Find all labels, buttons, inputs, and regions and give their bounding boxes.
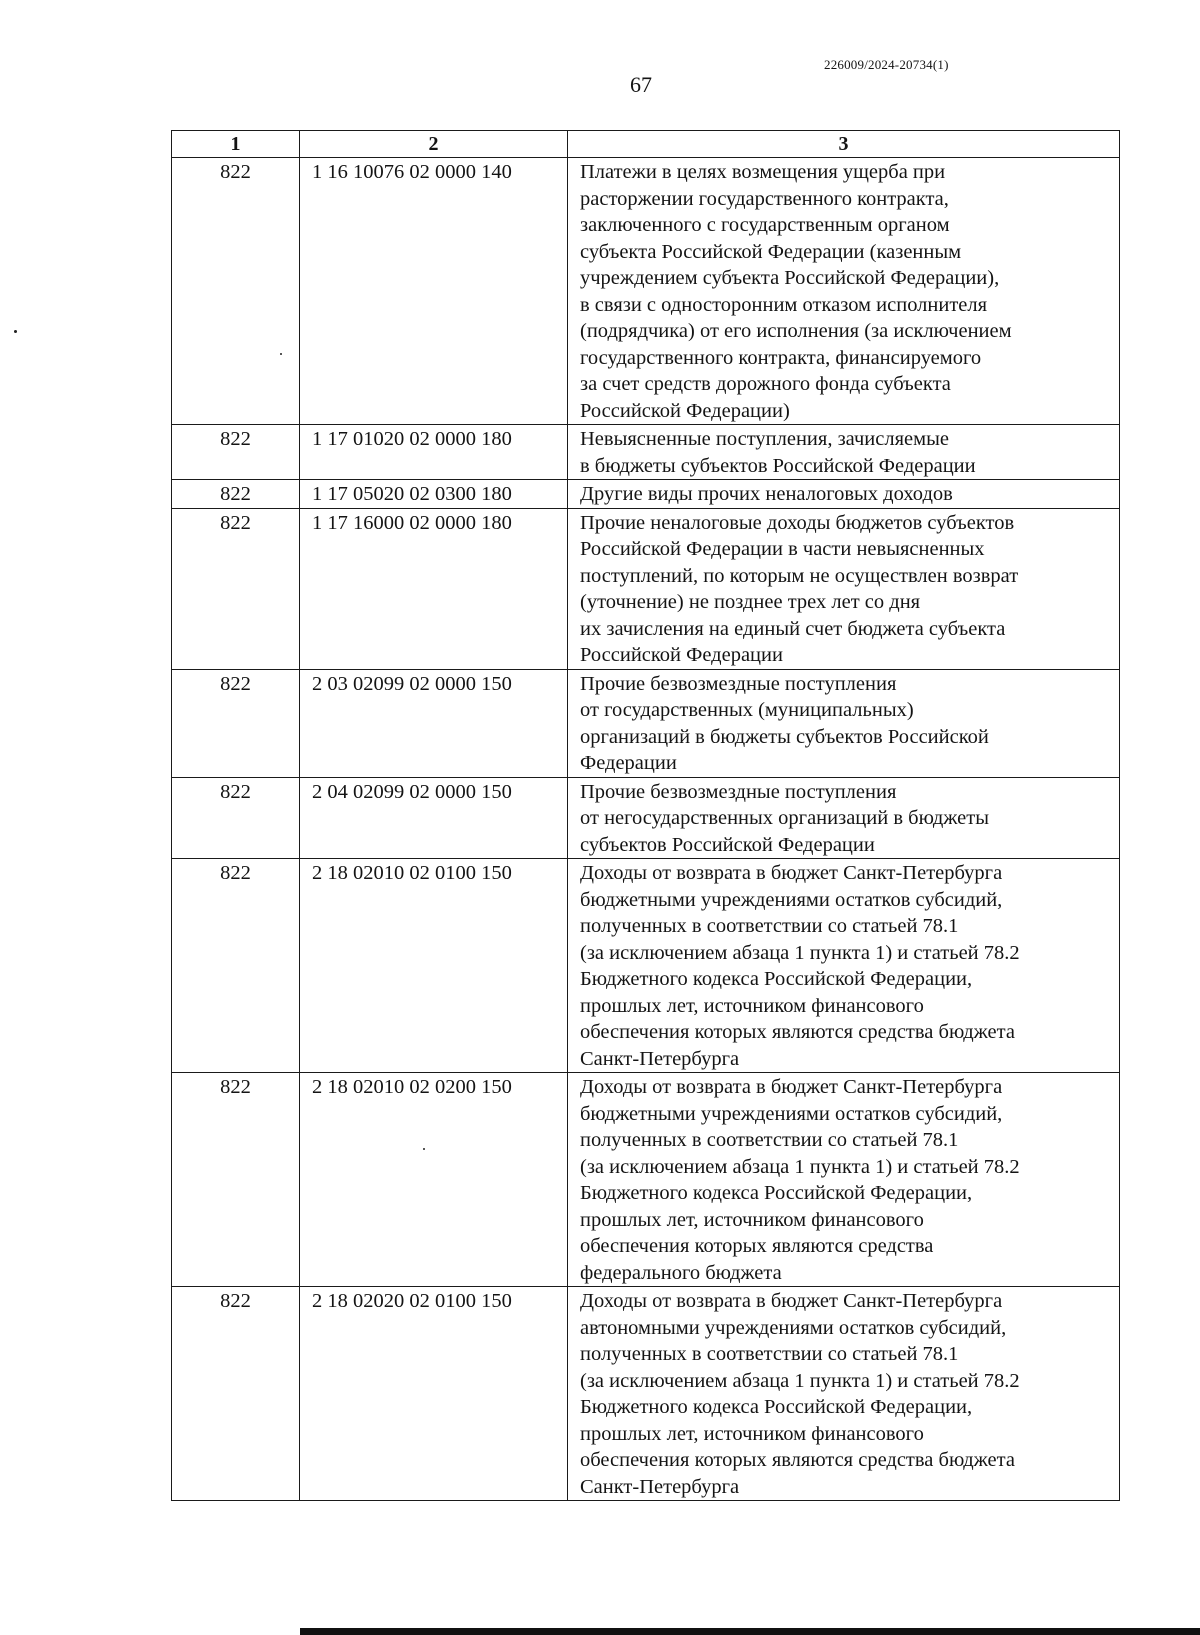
revenue-name-line: Невыясненные поступления, зачисляемые [580,428,949,450]
revenue-name-cell [568,777,1120,859]
revenue-name-cell [568,669,1120,777]
header-col-3: 3 [568,131,1120,158]
revenue-name-line: от государственных (муниципальных) [580,699,914,721]
revenue-name-line: Санкт-Петербурга [580,1475,740,1498]
revenue-name-cell [568,859,1120,1073]
revenue-name-line: Санкт-Петербурга [580,1047,740,1070]
revenue-name-line: Российской Федерации [580,644,783,666]
revenue-name-line: Доходы от возврата в бюджет Санкт-Петербурга [580,1076,1003,1098]
revenue-name-line: Бюджетного кодекса Российской Федерации, [580,1182,973,1204]
revenue-name-line: Доходы от возврата в бюджет Санкт-Петербурга [580,1290,1003,1312]
revenue-name-line: Другие виды прочих неналоговых доходов [580,483,953,505]
administrator-code-cell: 822 [172,859,300,1073]
revenue-name-line: государственного контракта, финансируемого [580,346,982,369]
revenue-name-line: (за исключением абзаца 1 пункта 1) и статьей 78.2 [580,941,1020,964]
table-row [172,859,1120,1073]
budget-classification-code-cell: 2 18 02020 02 0100 150 [300,1287,568,1501]
revenue-name-line: бюджетными учреждениями остатков субсидий, [580,1102,1003,1125]
revenue-name-line: прошлых лет, источником финансового [580,994,924,1017]
revenue-name-cell [568,425,1120,480]
revenue-name-line: бюджетными учреждениями остатков субсидий, [580,888,1003,911]
page-number: 67 [630,72,652,97]
revenue-name-line: Платежи в целях возмещения ущерба при [580,161,946,183]
revenue-name-line: Российской Федерации в части невыясненных [580,538,985,560]
revenue-name-line: от негосударственных организаций в бюджеты [580,807,990,829]
revenue-name-line: заключенного с государственным органом [580,214,950,236]
revenue-name-line: в бюджеты субъектов Российской Федерации [580,454,976,477]
scan-speck [14,330,17,333]
revenue-name-line: прошлых лет, источником финансового [580,1422,924,1445]
revenue-name-line: полученных в соответствии со статьей 78.1 [580,915,959,937]
revenue-name-line: в связи с односторонним отказом исполнителя [580,293,988,316]
budget-classification-code-cell: 2 18 02010 02 0100 150 [300,859,568,1073]
administrator-code-cell: 822 [172,777,300,859]
table-header-row [172,131,1120,158]
revenue-name-line: Федерации [580,752,677,774]
table-row [172,425,1120,480]
table-row [172,1287,1120,1501]
revenue-name-line: за счет средств дорожного фонда субъекта [580,373,951,395]
revenue-name-line: федерального бюджета [580,1261,782,1284]
revenue-name-line: Прочие безвозмездные поступления [580,672,897,695]
revenue-name-line: Бюджетного кодекса Российской Федерации, [580,1396,973,1418]
revenue-name-line: полученных в соответствии со статьей 78.1 [580,1129,959,1151]
administrator-code-cell: 822 [172,1287,300,1501]
header-col-1: 1 [172,131,300,158]
revenue-name-line: обеспечения которых являются средства бюджета [580,1021,1015,1043]
revenue-name-cell [568,508,1120,669]
revenue-name-line: автономными учреждениями остатков субсидий, [580,1316,1007,1339]
document-registration-number: 226009/2024-20734(1) [824,57,949,72]
budget-classification-code-cell: 1 16 10076 02 0000 140 [300,158,568,425]
budget-classification-code-cell: 2 04 02099 02 0000 150 [300,777,568,859]
revenue-name-line: обеспечения которых являются средства [580,1235,934,1257]
revenue-name-line: (за исключением абзаца 1 пункта 1) и статьей 78.2 [580,1155,1020,1178]
revenue-name-cell [568,158,1120,425]
administrator-code-cell: 822 [172,669,300,777]
table-row [172,508,1120,669]
administrator-code-cell: 822 [172,1073,300,1287]
revenue-name-line: Прочие безвозмездные поступления [580,780,897,803]
revenue-name-line: субъектов Российской Федерации [580,833,875,856]
budget-classification-code-cell: 2 03 02099 02 0000 150 [300,669,568,777]
revenue-name-line: (уточнение) не позднее трех лет со дня [580,591,921,613]
revenue-name-line: обеспечения которых являются средства бюджета [580,1449,1015,1471]
header-col-2: 2 [300,131,568,158]
administrator-code-cell: 822 [172,425,300,480]
revenue-name-line: Доходы от возврата в бюджет Санкт-Петербурга [580,862,1003,884]
table-row [172,777,1120,859]
table-row [172,1073,1120,1287]
budget-classification-code-cell: 1 17 16000 02 0000 180 [300,508,568,669]
budget-classification-code-cell: 1 17 05020 02 0300 180 [300,480,568,509]
revenue-name-line: полученных в соответствии со статьей 78.1 [580,1343,959,1365]
revenue-name-line: организаций в бюджеты субъектов Российской [580,725,989,748]
administrator-code-cell: 822 [172,508,300,669]
revenue-name-line: Российской Федерации) [580,399,790,422]
administrator-code-cell: 822 [172,480,300,509]
table-row [172,669,1120,777]
revenue-name-line: учреждением субъекта Российской Федерации), [580,267,1000,289]
revenue-name-line: (подрядчика) от его исполнения (за исключением [580,320,1012,342]
revenue-name-line: Бюджетного кодекса Российской Федерации, [580,968,973,990]
revenue-name-cell [568,1073,1120,1287]
revenue-name-cell [568,1287,1120,1501]
budget-classification-code-cell: 1 17 01020 02 0000 180 [300,425,568,480]
table-row [172,158,1120,425]
revenue-name-line: (за исключением абзаца 1 пункта 1) и статьей 78.2 [580,1369,1020,1392]
scan-edge-bar [300,1628,1200,1635]
revenue-name-line: прошлых лет, источником финансового [580,1208,924,1231]
table-row [172,480,1120,509]
revenue-name-cell [568,480,1120,509]
revenue-classification-table-wrapper [171,130,1119,1501]
revenue-classification-table [171,130,1120,1501]
budget-classification-code-cell: 2 18 02010 02 0200 150 [300,1073,568,1287]
administrator-code-cell: 822 [172,158,300,425]
revenue-name-line: Прочие неналоговые доходы бюджетов субъектов [580,511,1015,534]
revenue-name-line: их зачисления на единый счет бюджета субъекта [580,617,1006,640]
revenue-name-line: расторжении государственного контракта, [580,187,949,210]
revenue-name-line: субъекта Российской Федерации (казенным [580,240,962,263]
revenue-name-line: поступлений, по которым не осуществлен возврат [580,564,1019,587]
table-body [172,158,1120,1501]
